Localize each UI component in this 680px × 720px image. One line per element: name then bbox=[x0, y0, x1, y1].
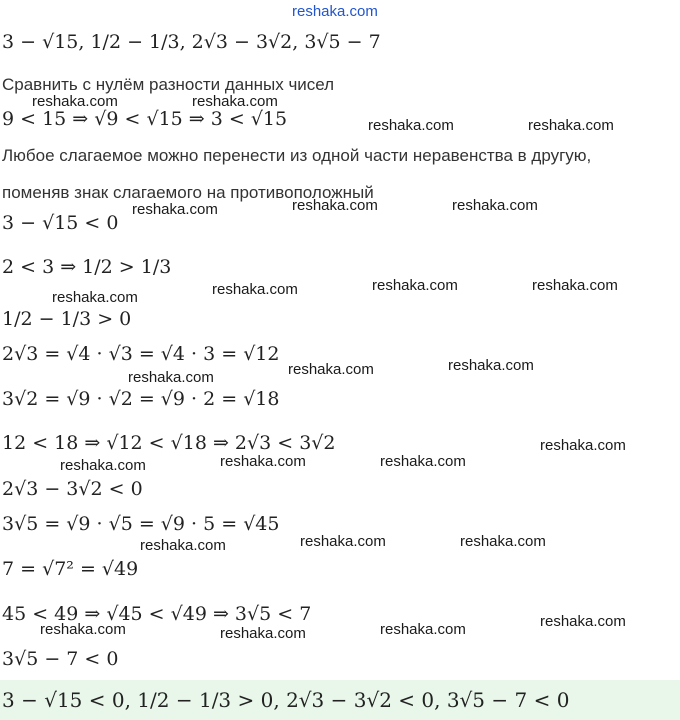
expression-list: 3 − √15, 1/2 − 1/3, 2√3 − 3√2, 3√5 − 7 bbox=[2, 31, 381, 53]
watermark: reshaka.com bbox=[540, 437, 626, 454]
watermark: reshaka.com bbox=[192, 93, 278, 110]
watermark: reshaka.com bbox=[380, 621, 466, 638]
watermark: reshaka.com bbox=[60, 457, 146, 474]
watermark: reshaka.com bbox=[288, 361, 374, 378]
step-compare-12-18: 12 < 18 ⇒ √12 < √18 ⇒ 2√3 < 3√2 bbox=[2, 432, 336, 454]
watermark: reshaka.com bbox=[532, 277, 618, 294]
step-compare-45-49: 45 < 49 ⇒ √45 < √49 ⇒ 3√5 < 7 bbox=[2, 603, 312, 625]
watermark: reshaka.com bbox=[40, 621, 126, 638]
watermark: reshaka.com bbox=[52, 289, 138, 306]
watermark: reshaka.com bbox=[540, 613, 626, 630]
result-1: 3 − √15 < 0 bbox=[2, 212, 119, 234]
watermark: reshaka.com bbox=[292, 197, 378, 214]
watermark: reshaka.com bbox=[220, 625, 306, 642]
watermark: reshaka.com bbox=[528, 117, 614, 134]
watermark: reshaka.com bbox=[220, 453, 306, 470]
rule-text-2: поменяв знак слагаемого на противоположный bbox=[2, 183, 374, 202]
result-3: 2√3 − 3√2 < 0 bbox=[2, 478, 143, 500]
step-2sqrt3: 2√3 = √4 · √3 = √4 · 3 = √12 bbox=[2, 343, 280, 365]
step-3sqrt2: 3√2 = √9 · √2 = √9 · 2 = √18 bbox=[2, 388, 280, 410]
watermark: reshaka.com bbox=[292, 3, 378, 20]
rule-text-1: Любое слагаемое можно перенести из одной части неравенства в другую, bbox=[2, 146, 592, 165]
final-answer: 3 − √15 < 0, 1/2 − 1/3 > 0, 2√3 − 3√2 < 0, 3√5 − 7 < 0 bbox=[2, 688, 570, 712]
watermark: reshaka.com bbox=[140, 537, 226, 554]
instruction-compare: Сравнить с нулём разности данных чисел bbox=[2, 75, 335, 94]
watermark: reshaka.com bbox=[32, 93, 118, 110]
step-compare-fractions: 2 < 3 ⇒ 1/2 > 1/3 bbox=[2, 256, 172, 278]
watermark: reshaka.com bbox=[128, 369, 214, 386]
watermark: reshaka.com bbox=[372, 277, 458, 294]
watermark: reshaka.com bbox=[452, 197, 538, 214]
watermark: reshaka.com bbox=[132, 201, 218, 218]
answer-panel bbox=[0, 680, 680, 720]
watermark: reshaka.com bbox=[448, 357, 534, 374]
step-3sqrt5: 3√5 = √9 · √5 = √9 · 5 = √45 bbox=[2, 513, 280, 535]
result-2: 1/2 − 1/3 > 0 bbox=[2, 308, 132, 330]
step-compare-sqrt15: 9 < 15 ⇒ √9 < √15 ⇒ 3 < √15 bbox=[2, 108, 288, 130]
watermark: reshaka.com bbox=[368, 117, 454, 134]
watermark: reshaka.com bbox=[460, 533, 546, 550]
watermark: reshaka.com bbox=[212, 281, 298, 298]
watermark: reshaka.com bbox=[380, 453, 466, 470]
watermark: reshaka.com bbox=[300, 533, 386, 550]
step-7: 7 = √7² = √49 bbox=[2, 558, 139, 580]
result-4: 3√5 − 7 < 0 bbox=[2, 648, 119, 670]
